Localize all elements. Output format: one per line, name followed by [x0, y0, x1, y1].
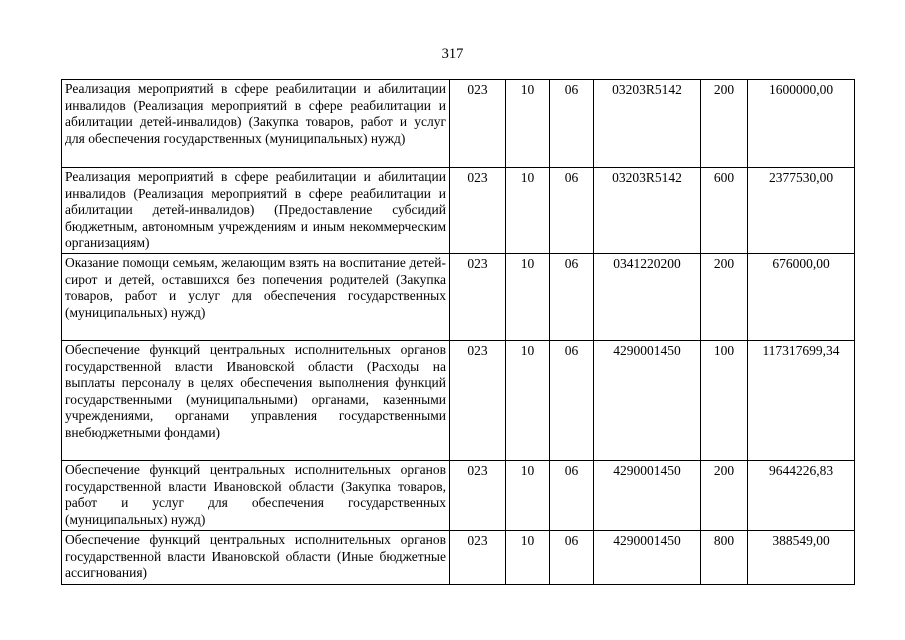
- amount: 9644226,83: [748, 461, 855, 531]
- budget-table: [61, 79, 855, 585]
- target-article-code: 4290001450: [594, 461, 701, 531]
- target-article-code: 4290001450: [594, 341, 701, 461]
- table-row: [62, 461, 855, 531]
- row-description: Реализация мероприятий в сфере реабилитации и абилитации инвалидов (Реализация мероприятий в сфере реабилитации и абилитации детей-инвалидов) (Закупка товаров, работ и услуг для обеспечения государственных (муниципальных) нужд): [62, 80, 450, 168]
- ministry-code: 023: [450, 168, 506, 254]
- ministry-code: 023: [450, 254, 506, 341]
- row-description: Обеспечение функций центральных исполнительных органов государственной власти Ивановской области (Закупка товаров, работ и услуг для обеспечения государственных (муниципальных) нужд): [62, 461, 450, 531]
- target-article-code: 0341220200: [594, 254, 701, 341]
- amount: 2377530,00: [748, 168, 855, 254]
- amount: 676000,00: [748, 254, 855, 341]
- section-code: 10: [506, 80, 550, 168]
- target-article-code: 03203R5142: [594, 168, 701, 254]
- section-code: 10: [506, 461, 550, 531]
- table-row: [62, 341, 855, 461]
- expense-type-code: 200: [701, 80, 748, 168]
- ministry-code: 023: [450, 461, 506, 531]
- table-row: [62, 168, 855, 254]
- subsection-code: 06: [550, 80, 594, 168]
- table-row: [62, 254, 855, 341]
- expense-type-code: 100: [701, 341, 748, 461]
- ministry-code: 023: [450, 80, 506, 168]
- subsection-code: 06: [550, 254, 594, 341]
- table-row: [62, 531, 855, 585]
- amount: 388549,00: [748, 531, 855, 585]
- expense-type-code: 600: [701, 168, 748, 254]
- section-code: 10: [506, 341, 550, 461]
- subsection-code: 06: [550, 461, 594, 531]
- row-description: Оказание помощи семьям, желающим взять на воспитание детей-сирот и детей, оставшихся без попечения родителей (Закупка товаров, работ и услуг для обеспечения государственных (муниципальных) нужд): [62, 254, 450, 341]
- row-description: Реализация мероприятий в сфере реабилитации и абилитации инвалидов (Реализация мероприятий в сфере реабилитации и абилитации детей-инвалидов) (Предоставление субсидий бюджетным, автономным учреждениям и иным некоммерческим организациям): [62, 168, 450, 254]
- expense-type-code: 800: [701, 531, 748, 585]
- subsection-code: 06: [550, 341, 594, 461]
- target-article-code: 4290001450: [594, 531, 701, 585]
- ministry-code: 023: [450, 531, 506, 585]
- amount: 1600000,00: [748, 80, 855, 168]
- section-code: 10: [506, 531, 550, 585]
- table-row: [62, 80, 855, 168]
- page-number: 317: [441, 46, 464, 62]
- amount: 117317699,34: [748, 341, 855, 461]
- row-description: Обеспечение функций центральных исполнительных органов государственной власти Ивановской области (Иные бюджетные ассигнования): [62, 531, 450, 585]
- ministry-code: 023: [450, 341, 506, 461]
- row-description: Обеспечение функций центральных исполнительных органов государственной власти Ивановской области (Расходы на выплаты персоналу в целях обеспечения выполнения функций государственными (муниципальными) органами, казенными учреждениями, органами управления государственными внебюджетными фондами): [62, 341, 450, 461]
- section-code: 10: [506, 254, 550, 341]
- section-code: 10: [506, 168, 550, 254]
- subsection-code: 06: [550, 168, 594, 254]
- subsection-code: 06: [550, 531, 594, 585]
- expense-type-code: 200: [701, 254, 748, 341]
- target-article-code: 03203R5142: [594, 80, 701, 168]
- expense-type-code: 200: [701, 461, 748, 531]
